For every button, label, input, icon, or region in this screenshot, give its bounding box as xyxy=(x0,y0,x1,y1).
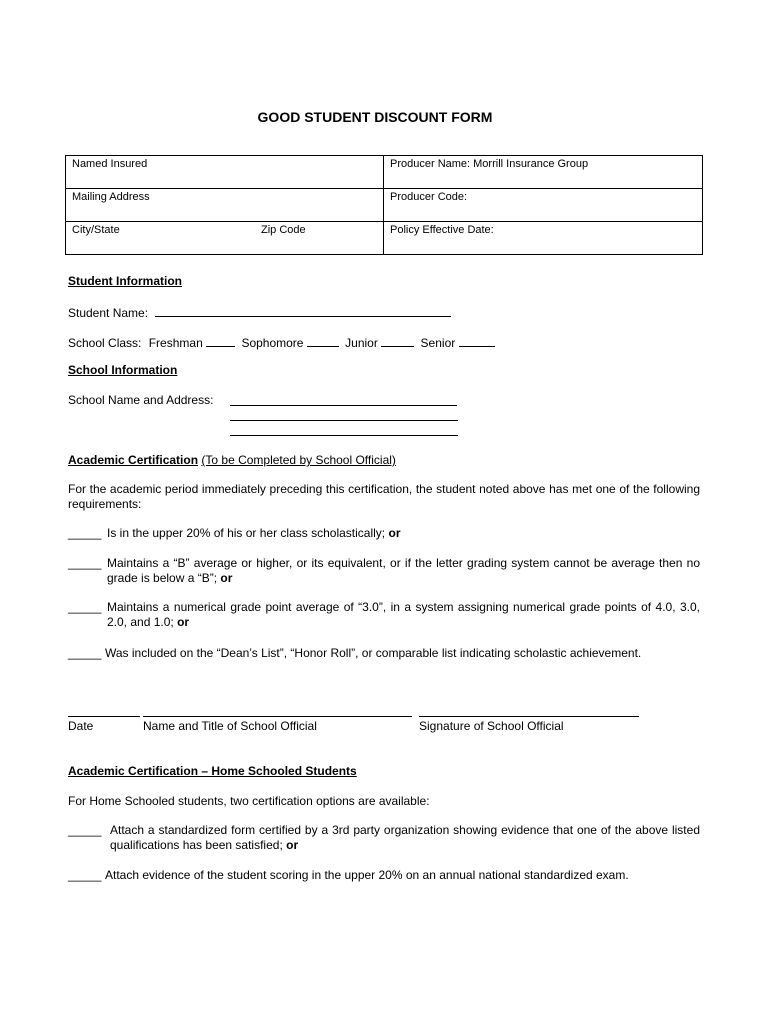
requirement-3 xyxy=(68,600,700,630)
school-info-heading: School Information xyxy=(68,363,178,377)
student-name-label: Student Name: xyxy=(68,306,149,320)
home-option-1-or: or xyxy=(286,838,299,852)
requirement-3-or: or xyxy=(177,615,190,629)
producer-code-label: Producer Code: xyxy=(390,191,468,203)
signature-line[interactable] xyxy=(419,716,639,717)
requirement-2-blank[interactable]: _____ xyxy=(68,556,102,570)
named-insured-cell[interactable] xyxy=(66,156,384,189)
date-line[interactable] xyxy=(68,716,140,717)
student-name-field[interactable] xyxy=(155,304,451,317)
producer-name-label: Producer Name: Morrill Insurance Group xyxy=(390,158,589,170)
name-title-line[interactable] xyxy=(143,716,412,717)
policy-effective-date-label: Policy Effective Date: xyxy=(390,224,494,236)
home-option-1-text: Attach a standardized form certified by a 3rd party organization showing evidence that one of the above listed qualifications has been satisfied; xyxy=(110,823,700,852)
freshman-label: Freshman xyxy=(148,336,203,350)
requirement-3-blank[interactable]: _____ xyxy=(68,600,102,614)
producer-code-cell[interactable] xyxy=(384,189,703,222)
senior-label: Senior xyxy=(420,336,456,350)
student-name-row xyxy=(68,304,451,320)
sophomore-field[interactable] xyxy=(307,334,339,347)
requirement-1 xyxy=(68,526,700,541)
requirement-4-blank[interactable]: _____ xyxy=(68,646,102,660)
policy-effective-date-cell[interactable] xyxy=(384,222,703,255)
student-info-heading: Student Information xyxy=(68,274,182,288)
requirement-1-or: or xyxy=(388,526,401,540)
school-class-label: School Class: xyxy=(68,336,142,350)
form-title: GOOD STUDENT DISCOUNT FORM xyxy=(257,109,493,125)
senior-field[interactable] xyxy=(459,334,495,347)
requirement-4 xyxy=(68,646,700,661)
requirement-3-text: Maintains a numerical grade point average of “3.0”, in a system assigning numerical grade points of 4.0, 3.0, 2.0, and 1.0; xyxy=(107,600,700,629)
named-insured-label: Named Insured xyxy=(72,158,148,170)
producer-name-cell xyxy=(384,156,703,189)
academic-cert-heading-row xyxy=(68,453,396,467)
school-address-line-3[interactable] xyxy=(230,435,458,436)
requirement-4-text: Was included on the “Dean’s List”, “Honor Roll”, or comparable list indicating scholastic achievement. xyxy=(105,646,642,660)
requirement-1-text: Is in the upper 20% of his or her class scholastically; xyxy=(107,526,386,540)
freshman-field[interactable] xyxy=(206,334,235,347)
academic-cert-heading: Academic Certification xyxy=(68,453,199,467)
mailing-address-cell[interactable] xyxy=(66,189,384,222)
academic-cert-note: (To be Completed by School Official) xyxy=(201,453,396,467)
sophomore-label: Sophomore xyxy=(241,336,304,350)
school-class-row xyxy=(68,334,495,350)
policy-info-table xyxy=(65,155,703,255)
requirement-1-blank[interactable]: _____ xyxy=(68,526,102,540)
home-option-2-blank[interactable]: _____ xyxy=(68,868,102,882)
academic-cert-intro: For the academic period immediately preceding this certification, the student noted above has met one of the following requirements: xyxy=(68,482,700,511)
date-label: Date xyxy=(68,719,94,733)
zip-code-label: Zip Code xyxy=(261,224,306,236)
mailing-address-label: Mailing Address xyxy=(72,191,150,203)
requirement-2-text: Maintains a “B” average or higher, or its equivalent, or if the letter grading system cannot be average then no grade is below a “B”; xyxy=(107,556,700,585)
home-schooled-heading: Academic Certification – Home Schooled Students xyxy=(68,764,357,778)
home-option-1-blank[interactable]: _____ xyxy=(68,823,102,837)
school-address-line-1[interactable] xyxy=(230,405,457,406)
city-state-zip-cell[interactable] xyxy=(66,222,384,255)
home-schooled-intro: For Home Schooled students, two certification options are available: xyxy=(68,794,430,808)
junior-field[interactable] xyxy=(381,334,414,347)
signature-label: Signature of School Official xyxy=(419,719,564,733)
city-state-label: City/State xyxy=(72,224,120,236)
school-name-address-label: School Name and Address: xyxy=(68,393,214,407)
school-address-line-2[interactable] xyxy=(230,420,458,421)
home-option-2 xyxy=(68,868,700,883)
requirement-2 xyxy=(68,556,700,586)
requirement-2-or: or xyxy=(220,571,233,585)
name-title-label: Name and Title of School Official xyxy=(143,719,317,733)
home-option-2-text: Attach evidence of the student scoring in the upper 20% on an annual national standardized exam. xyxy=(105,868,629,882)
home-option-1 xyxy=(68,823,700,853)
junior-label: Junior xyxy=(345,336,378,350)
